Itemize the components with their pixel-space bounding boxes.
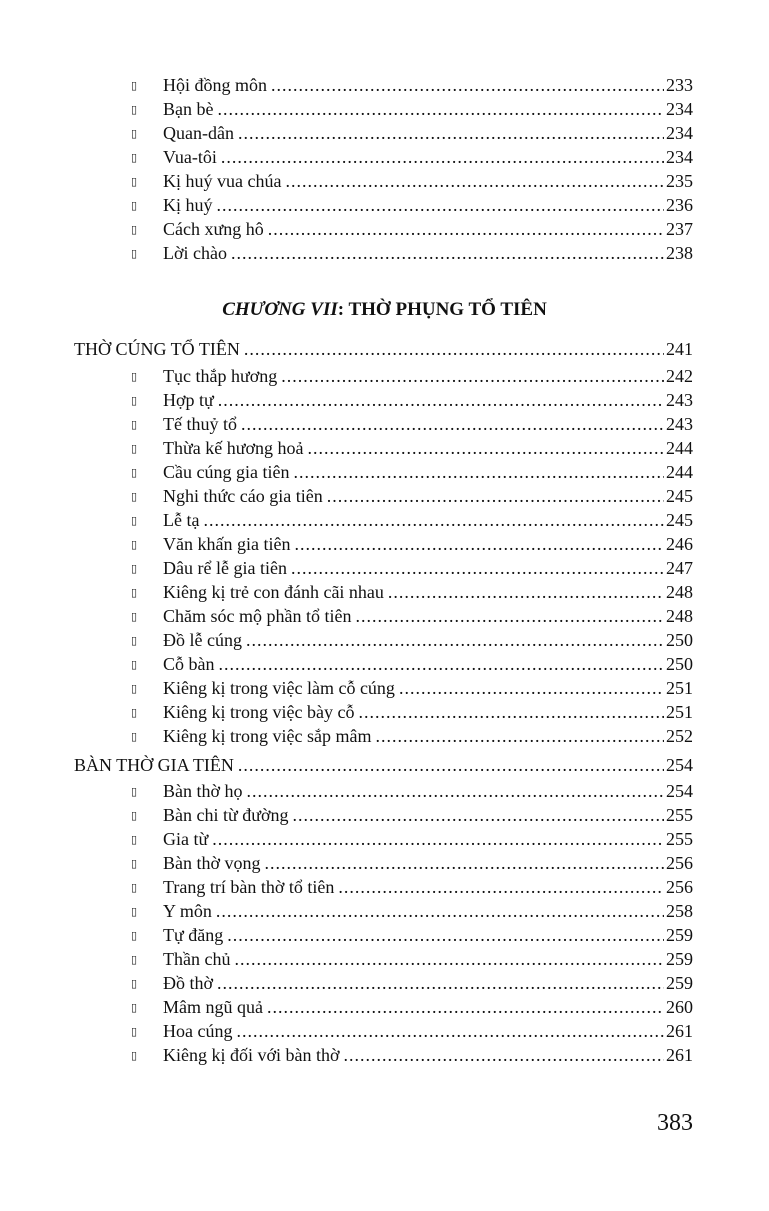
dot-leader — [221, 145, 664, 169]
toc-item-page: 243 — [666, 390, 693, 410]
toc-item-page: 234 — [666, 147, 693, 167]
toc-item — [0, 169, 769, 193]
toc-item-label: Lời chào — [163, 243, 227, 263]
section-page: 254 — [666, 755, 693, 775]
toc-item-page: 259 — [666, 949, 693, 969]
toc-item-label: Kiêng kị trong việc bày cỗ — [163, 702, 355, 722]
toc-item — [0, 779, 769, 803]
bullet-icon: ▯ — [131, 785, 138, 798]
toc-item-label: Hội đồng môn — [163, 75, 268, 95]
dot-leader — [246, 628, 664, 652]
toc-item — [0, 241, 769, 265]
toc-item — [0, 1043, 769, 1067]
toc-item-page: 233 — [666, 75, 693, 95]
bullet-icon: ▯ — [131, 418, 138, 431]
toc-item-label: Nghi thức cáo gia tiên — [163, 486, 323, 506]
toc-item — [0, 851, 769, 875]
dot-leader — [241, 412, 664, 436]
toc-item — [0, 460, 769, 484]
bullet-icon: ▯ — [131, 199, 138, 212]
bullet-icon: ▯ — [131, 706, 138, 719]
toc-item-label: Mâm ngũ quả — [163, 997, 263, 1017]
toc-item-page: 260 — [666, 997, 693, 1017]
toc-item — [0, 1019, 769, 1043]
toc-item-page: 246 — [666, 534, 693, 554]
toc-item-label: Tế thuỷ tổ — [163, 414, 237, 434]
toc-item-page: 235 — [666, 171, 693, 191]
toc-item-label: Kị huý vua chúa — [163, 171, 282, 191]
toc-item-page: 252 — [666, 726, 693, 746]
toc-item-label: Y môn — [163, 901, 212, 921]
bullet-icon: ▯ — [131, 809, 138, 822]
dot-leader — [216, 899, 664, 923]
toc-item-page: 256 — [666, 853, 693, 873]
dot-leader — [281, 364, 664, 388]
bullet-icon: ▯ — [131, 857, 138, 870]
toc-item-label: Kị huý — [163, 195, 213, 215]
toc-item-page: 243 — [666, 414, 693, 434]
toc-section-heading — [0, 337, 769, 361]
toc-item-page: 258 — [666, 901, 693, 921]
dot-leader — [238, 121, 664, 145]
bullet-icon: ▯ — [131, 562, 138, 575]
dot-leader — [358, 700, 664, 724]
toc-item-label: Trang trí bàn thờ tổ tiên — [163, 877, 335, 897]
toc-item-label: Thừa kế hương hoả — [163, 438, 304, 458]
toc-item — [0, 364, 769, 388]
toc-item-page: 255 — [666, 805, 693, 825]
bullet-icon: ▯ — [131, 394, 138, 407]
bullet-icon: ▯ — [131, 175, 138, 188]
toc-item — [0, 923, 769, 947]
toc-item — [0, 827, 769, 851]
toc-item-page: 238 — [666, 243, 693, 263]
dot-leader — [294, 532, 664, 556]
toc-item-page: 251 — [666, 702, 693, 722]
dot-leader — [338, 875, 664, 899]
toc-item-label: Cỗ bàn — [163, 654, 215, 674]
dot-leader — [271, 73, 664, 97]
toc-item — [0, 676, 769, 700]
bullet-icon: ▯ — [131, 151, 138, 164]
toc-item — [0, 971, 769, 995]
toc-item-page: 248 — [666, 582, 693, 602]
chapter-separator: : — [337, 299, 345, 320]
bullet-icon: ▯ — [131, 634, 138, 647]
toc-item — [0, 899, 769, 923]
toc-item-label: Đồ lễ cúng — [163, 630, 242, 650]
toc-item-label: Bàn chi từ đường — [163, 805, 289, 825]
dot-leader — [291, 556, 664, 580]
dot-leader — [308, 436, 665, 460]
bullet-icon: ▯ — [131, 247, 138, 260]
bullet-icon: ▯ — [131, 881, 138, 894]
dot-leader — [217, 971, 664, 995]
toc-item-page: 237 — [666, 219, 693, 239]
bullet-icon: ▯ — [131, 223, 138, 236]
toc-item — [0, 217, 769, 241]
toc-item-label: Văn khấn gia tiên — [163, 534, 291, 554]
dot-leader — [236, 1019, 664, 1043]
toc-item-label: Quan-dân — [163, 123, 234, 143]
dot-leader — [388, 580, 664, 604]
dot-leader — [217, 193, 665, 217]
dot-leader — [227, 923, 664, 947]
bullet-icon: ▯ — [131, 1025, 138, 1038]
bullet-icon: ▯ — [131, 730, 138, 743]
bullet-icon: ▯ — [131, 658, 138, 671]
toc-item — [0, 803, 769, 827]
toc-item — [0, 436, 769, 460]
dot-leader — [267, 995, 664, 1019]
dot-leader — [285, 169, 664, 193]
toc-item-page: 261 — [666, 1045, 693, 1065]
toc-item — [0, 995, 769, 1019]
dot-leader — [344, 1043, 664, 1067]
toc-item — [0, 532, 769, 556]
bullet-icon: ▯ — [131, 370, 138, 383]
dot-leader — [219, 652, 665, 676]
chapter-title: THỜ PHỤNG TỔ TIÊN — [344, 299, 547, 320]
toc-item-label: Thần chủ — [163, 949, 231, 969]
toc-item-page: 256 — [666, 877, 693, 897]
bullet-icon: ▯ — [131, 490, 138, 503]
toc-item — [0, 73, 769, 97]
bullet-icon: ▯ — [131, 1049, 138, 1062]
toc-item-page: 250 — [666, 654, 693, 674]
toc-item-label: Tự đăng — [163, 925, 224, 945]
toc-item-label: Tục thắp hương — [163, 366, 278, 386]
toc-item — [0, 484, 769, 508]
toc-item — [0, 556, 769, 580]
toc-item-page: 244 — [666, 438, 693, 458]
section-page: 241 — [666, 339, 693, 359]
toc-item-label: Dâu rể lễ gia tiên — [163, 558, 287, 578]
dot-leader — [231, 241, 664, 265]
toc-item-label: Kiêng kị trong việc sắp mâm — [163, 726, 372, 746]
dot-leader — [217, 97, 664, 121]
dot-leader — [268, 217, 664, 241]
toc-item-page: 259 — [666, 925, 693, 945]
bullet-icon: ▯ — [131, 127, 138, 140]
dot-leader — [355, 604, 664, 628]
dot-leader — [218, 388, 664, 412]
bullet-icon: ▯ — [131, 929, 138, 942]
dot-leader — [212, 827, 664, 851]
toc-item-label: Kiêng kị trẻ con đánh cãi nhau — [163, 582, 384, 602]
toc-item — [0, 412, 769, 436]
toc-item — [0, 388, 769, 412]
toc-item-label: Hợp tự — [163, 390, 214, 410]
toc-item-label: Vua-tôi — [163, 147, 217, 167]
toc-item — [0, 700, 769, 724]
toc-item — [0, 604, 769, 628]
bullet-icon: ▯ — [131, 682, 138, 695]
toc-item-page: 245 — [666, 510, 693, 530]
toc-item — [0, 193, 769, 217]
dot-leader — [203, 508, 664, 532]
bullet-icon: ▯ — [131, 905, 138, 918]
bullet-icon: ▯ — [131, 977, 138, 990]
toc-item-page: 254 — [666, 781, 693, 801]
toc-section-heading — [0, 753, 769, 777]
bullet-icon: ▯ — [131, 538, 138, 551]
section-label: THỜ CÚNG TỔ TIÊN — [74, 339, 240, 359]
bullet-icon: ▯ — [131, 103, 138, 116]
toc-item-label: Chăm sóc mộ phần tổ tiên — [163, 606, 352, 626]
bullet-icon: ▯ — [131, 466, 138, 479]
toc-item-page: 234 — [666, 99, 693, 119]
toc-item-label: Kiêng kị đối với bàn thờ — [163, 1045, 340, 1065]
toc-item-page: 247 — [666, 558, 693, 578]
section-label: BÀN THỜ GIA TIÊN — [74, 755, 234, 775]
dot-leader — [375, 724, 664, 748]
toc-item — [0, 121, 769, 145]
bullet-icon: ▯ — [131, 514, 138, 527]
bullet-icon: ▯ — [131, 953, 138, 966]
chapter-number: CHƯƠNG VII — [222, 299, 338, 320]
toc-item — [0, 97, 769, 121]
toc-item-label: Cầu cúng gia tiên — [163, 462, 290, 482]
toc-item-page: 255 — [666, 829, 693, 849]
bullet-icon: ▯ — [131, 442, 138, 455]
toc-item-page: 261 — [666, 1021, 693, 1041]
toc-item-page: 248 — [666, 606, 693, 626]
toc-item — [0, 628, 769, 652]
toc-item-label: Kiêng kị trong việc làm cỗ cúng — [163, 678, 395, 698]
toc-item-label: Gia từ — [163, 829, 209, 849]
dot-leader — [399, 676, 664, 700]
dot-leader — [244, 337, 664, 361]
toc-item-page: 250 — [666, 630, 693, 650]
toc-item-page: 245 — [666, 486, 693, 506]
bullet-icon: ▯ — [131, 833, 138, 846]
toc-item — [0, 875, 769, 899]
toc-item-label: Bàn thờ họ — [163, 781, 243, 801]
toc-item — [0, 947, 769, 971]
toc-item-page: 234 — [666, 123, 693, 143]
toc-item-label: Cách xưng hô — [163, 219, 264, 239]
toc-item-label: Bạn bè — [163, 99, 214, 119]
toc-item-page: 244 — [666, 462, 693, 482]
dot-leader — [265, 851, 664, 875]
page-number: 383 — [657, 1110, 693, 1136]
toc-item — [0, 724, 769, 748]
dot-leader — [293, 803, 664, 827]
toc-item — [0, 508, 769, 532]
toc-item-label: Hoa cúng — [163, 1021, 233, 1041]
bullet-icon: ▯ — [131, 79, 138, 92]
toc-item — [0, 145, 769, 169]
toc-item — [0, 652, 769, 676]
dot-leader — [293, 460, 664, 484]
bullet-icon: ▯ — [131, 586, 138, 599]
chapter-heading — [0, 296, 769, 324]
dot-leader — [234, 947, 664, 971]
toc-item-label: Bàn thờ vọng — [163, 853, 261, 873]
toc-item-label: Lễ tạ — [163, 510, 200, 530]
toc-item — [0, 580, 769, 604]
toc-item-page: 236 — [666, 195, 693, 215]
dot-leader — [238, 753, 664, 777]
toc-item-page: 251 — [666, 678, 693, 698]
toc-item-label: Đồ thờ — [163, 973, 214, 993]
bullet-icon: ▯ — [131, 610, 138, 623]
toc-item-page: 259 — [666, 973, 693, 993]
dot-leader — [327, 484, 664, 508]
toc-item-page: 242 — [666, 366, 693, 386]
dot-leader — [247, 779, 664, 803]
bullet-icon: ▯ — [131, 1001, 138, 1014]
